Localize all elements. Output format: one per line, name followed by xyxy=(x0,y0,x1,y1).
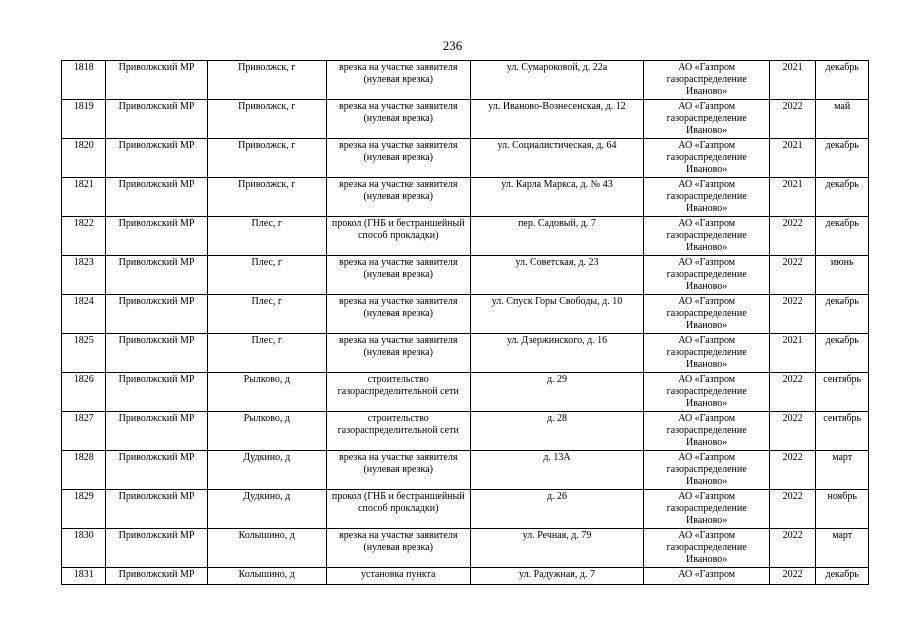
locality-cell: Приволжск, г xyxy=(207,61,326,100)
address-cell: д. 26 xyxy=(470,490,644,529)
month-cell: сентябрь xyxy=(816,412,869,451)
row-number-cell: 1824 xyxy=(62,295,106,334)
organization-cell: АО «Газпром газораспределение Иваново» xyxy=(644,451,769,490)
work-type-cell: врезка на участке заявителя (нулевая врезка) xyxy=(326,100,470,139)
month-cell: декабрь xyxy=(816,334,869,373)
month-cell: декабрь xyxy=(816,568,869,585)
row-number-cell: 1828 xyxy=(62,451,106,490)
table-row xyxy=(62,295,869,334)
row-number-cell: 1827 xyxy=(62,412,106,451)
locality-cell: Дудкино, д xyxy=(207,490,326,529)
year-cell: 2021 xyxy=(769,61,816,100)
year-cell: 2022 xyxy=(769,412,816,451)
address-cell: д. 28 xyxy=(470,412,644,451)
organization-cell: АО «Газпром газораспределение Иваново» xyxy=(644,256,769,295)
municipality-cell: Приволжский МР xyxy=(106,256,207,295)
row-number-cell: 1819 xyxy=(62,100,106,139)
table-row xyxy=(62,256,869,295)
year-cell: 2021 xyxy=(769,178,816,217)
organization-cell: АО «Газпром газораспределение Иваново» xyxy=(644,373,769,412)
municipality-cell: Приволжский МР xyxy=(106,490,207,529)
organization-cell: АО «Газпром газораспределение Иваново» xyxy=(644,100,769,139)
row-number-cell: 1830 xyxy=(62,529,106,568)
address-cell: ул. Советская, д. 23 xyxy=(470,256,644,295)
work-type-cell: врезка на участке заявителя (нулевая врезка) xyxy=(326,256,470,295)
row-number-cell: 1825 xyxy=(62,334,106,373)
row-number-cell: 1826 xyxy=(62,373,106,412)
municipality-cell: Приволжский МР xyxy=(106,529,207,568)
locality-cell: Приволжск, г xyxy=(207,178,326,217)
locality-cell: Плес, г xyxy=(207,256,326,295)
municipality-cell: Приволжский МР xyxy=(106,334,207,373)
table-row xyxy=(62,139,869,178)
address-cell: пер. Садовый, д. 7 xyxy=(470,217,644,256)
organization-cell: АО «Газпром xyxy=(644,568,769,585)
month-cell: декабрь xyxy=(816,178,869,217)
work-type-cell: установка пункта xyxy=(326,568,470,585)
year-cell: 2022 xyxy=(769,373,816,412)
locality-cell: Рылково, д xyxy=(207,373,326,412)
table-row xyxy=(62,334,869,373)
organization-cell: АО «Газпром газораспределение Иваново» xyxy=(644,529,769,568)
month-cell: март xyxy=(816,529,869,568)
row-number-cell: 1823 xyxy=(62,256,106,295)
year-cell: 2022 xyxy=(769,217,816,256)
month-cell: декабрь xyxy=(816,217,869,256)
locality-cell: Плес, г xyxy=(207,295,326,334)
table-row xyxy=(62,61,869,100)
address-cell: ул. Сумароковой, д. 22а xyxy=(470,61,644,100)
address-cell: ул. Речная, д. 79 xyxy=(470,529,644,568)
address-cell: ул. Радужная, д. 7 xyxy=(470,568,644,585)
address-cell: ул. Карла Маркса, д. № 43 xyxy=(470,178,644,217)
table-row xyxy=(62,412,869,451)
locality-cell: Приволжск, г xyxy=(207,100,326,139)
row-number-cell: 1831 xyxy=(62,568,106,585)
municipality-cell: Приволжский МР xyxy=(106,451,207,490)
page-number: 236 xyxy=(442,38,463,53)
address-cell: ул. Иваново-Вознесенская, д. 12 xyxy=(470,100,644,139)
year-cell: 2022 xyxy=(769,451,816,490)
work-type-cell: врезка на участке заявителя (нулевая врезка) xyxy=(326,334,470,373)
table-row xyxy=(62,529,869,568)
registry-table xyxy=(61,60,869,585)
month-cell: декабрь xyxy=(816,295,869,334)
year-cell: 2022 xyxy=(769,256,816,295)
municipality-cell: Приволжский МР xyxy=(106,568,207,585)
locality-cell: Плес, г xyxy=(207,334,326,373)
table-row xyxy=(62,451,869,490)
organization-cell: АО «Газпром газораспределение Иваново» xyxy=(644,490,769,529)
row-number-cell: 1829 xyxy=(62,490,106,529)
month-cell: декабрь xyxy=(816,139,869,178)
municipality-cell: Приволжский МР xyxy=(106,217,207,256)
month-cell: декабрь xyxy=(816,61,869,100)
organization-cell: АО «Газпром газораспределение Иваново» xyxy=(644,61,769,100)
organization-cell: АО «Газпром газораспределение Иваново» xyxy=(644,178,769,217)
year-cell: 2021 xyxy=(769,334,816,373)
address-cell: д. 29 xyxy=(470,373,644,412)
work-type-cell: строительство газораспределительной сети xyxy=(326,373,470,412)
address-cell: ул. Социалистическая, д. 64 xyxy=(470,139,644,178)
month-cell: сентябрь xyxy=(816,373,869,412)
year-cell: 2022 xyxy=(769,295,816,334)
address-cell: д. 13А xyxy=(470,451,644,490)
locality-cell: Рылково, д xyxy=(207,412,326,451)
month-cell: май xyxy=(816,100,869,139)
table-row xyxy=(62,490,869,529)
address-cell: ул. Спуск Горы Свободы, д. 10 xyxy=(470,295,644,334)
row-number-cell: 1818 xyxy=(62,61,106,100)
work-type-cell: врезка на участке заявителя (нулевая врезка) xyxy=(326,451,470,490)
municipality-cell: Приволжский МР xyxy=(106,295,207,334)
row-number-cell: 1820 xyxy=(62,139,106,178)
work-type-cell: врезка на участке заявителя (нулевая врезка) xyxy=(326,61,470,100)
work-type-cell: врезка на участке заявителя (нулевая врезка) xyxy=(326,178,470,217)
work-type-cell: врезка на участке заявителя (нулевая врезка) xyxy=(326,139,470,178)
locality-cell: Приволжск, г xyxy=(207,139,326,178)
municipality-cell: Приволжский МР xyxy=(106,100,207,139)
locality-cell: Колышино, д xyxy=(207,568,326,585)
row-number-cell: 1822 xyxy=(62,217,106,256)
municipality-cell: Приволжский МР xyxy=(106,139,207,178)
year-cell: 2021 xyxy=(769,139,816,178)
municipality-cell: Приволжский МР xyxy=(106,373,207,412)
work-type-cell: врезка на участке заявителя (нулевая врезка) xyxy=(326,529,470,568)
work-type-cell: прокол (ГНБ и бестраншейный способ прокладки) xyxy=(326,217,470,256)
organization-cell: АО «Газпром газораспределение Иваново» xyxy=(644,334,769,373)
month-cell: июнь xyxy=(816,256,869,295)
table-row xyxy=(62,568,869,585)
year-cell: 2022 xyxy=(769,568,816,585)
locality-cell: Дудкино, д xyxy=(207,451,326,490)
row-number-cell: 1821 xyxy=(62,178,106,217)
organization-cell: АО «Газпром газораспределение Иваново» xyxy=(644,295,769,334)
work-type-cell: строительство газораспределительной сети xyxy=(326,412,470,451)
table-row xyxy=(62,100,869,139)
month-cell: март xyxy=(816,451,869,490)
year-cell: 2022 xyxy=(769,490,816,529)
organization-cell: АО «Газпром газораспределение Иваново» xyxy=(644,139,769,178)
table-row xyxy=(62,373,869,412)
year-cell: 2022 xyxy=(769,100,816,139)
year-cell: 2022 xyxy=(769,529,816,568)
municipality-cell: Приволжский МР xyxy=(106,412,207,451)
work-type-cell: врезка на участке заявителя (нулевая врезка) xyxy=(326,295,470,334)
month-cell: ноябрь xyxy=(816,490,869,529)
municipality-cell: Приволжский МР xyxy=(106,178,207,217)
locality-cell: Плес, г xyxy=(207,217,326,256)
organization-cell: АО «Газпром газораспределение Иваново» xyxy=(644,412,769,451)
locality-cell: Колышино, д xyxy=(207,529,326,568)
work-type-cell: прокол (ГНБ и бестраншейный способ прокладки) xyxy=(326,490,470,529)
table-row xyxy=(62,178,869,217)
municipality-cell: Приволжский МР xyxy=(106,61,207,100)
address-cell: ул. Дзержинского, д. 16 xyxy=(470,334,644,373)
organization-cell: АО «Газпром газораспределение Иваново» xyxy=(644,217,769,256)
table-row xyxy=(62,217,869,256)
registry-body xyxy=(62,61,869,585)
